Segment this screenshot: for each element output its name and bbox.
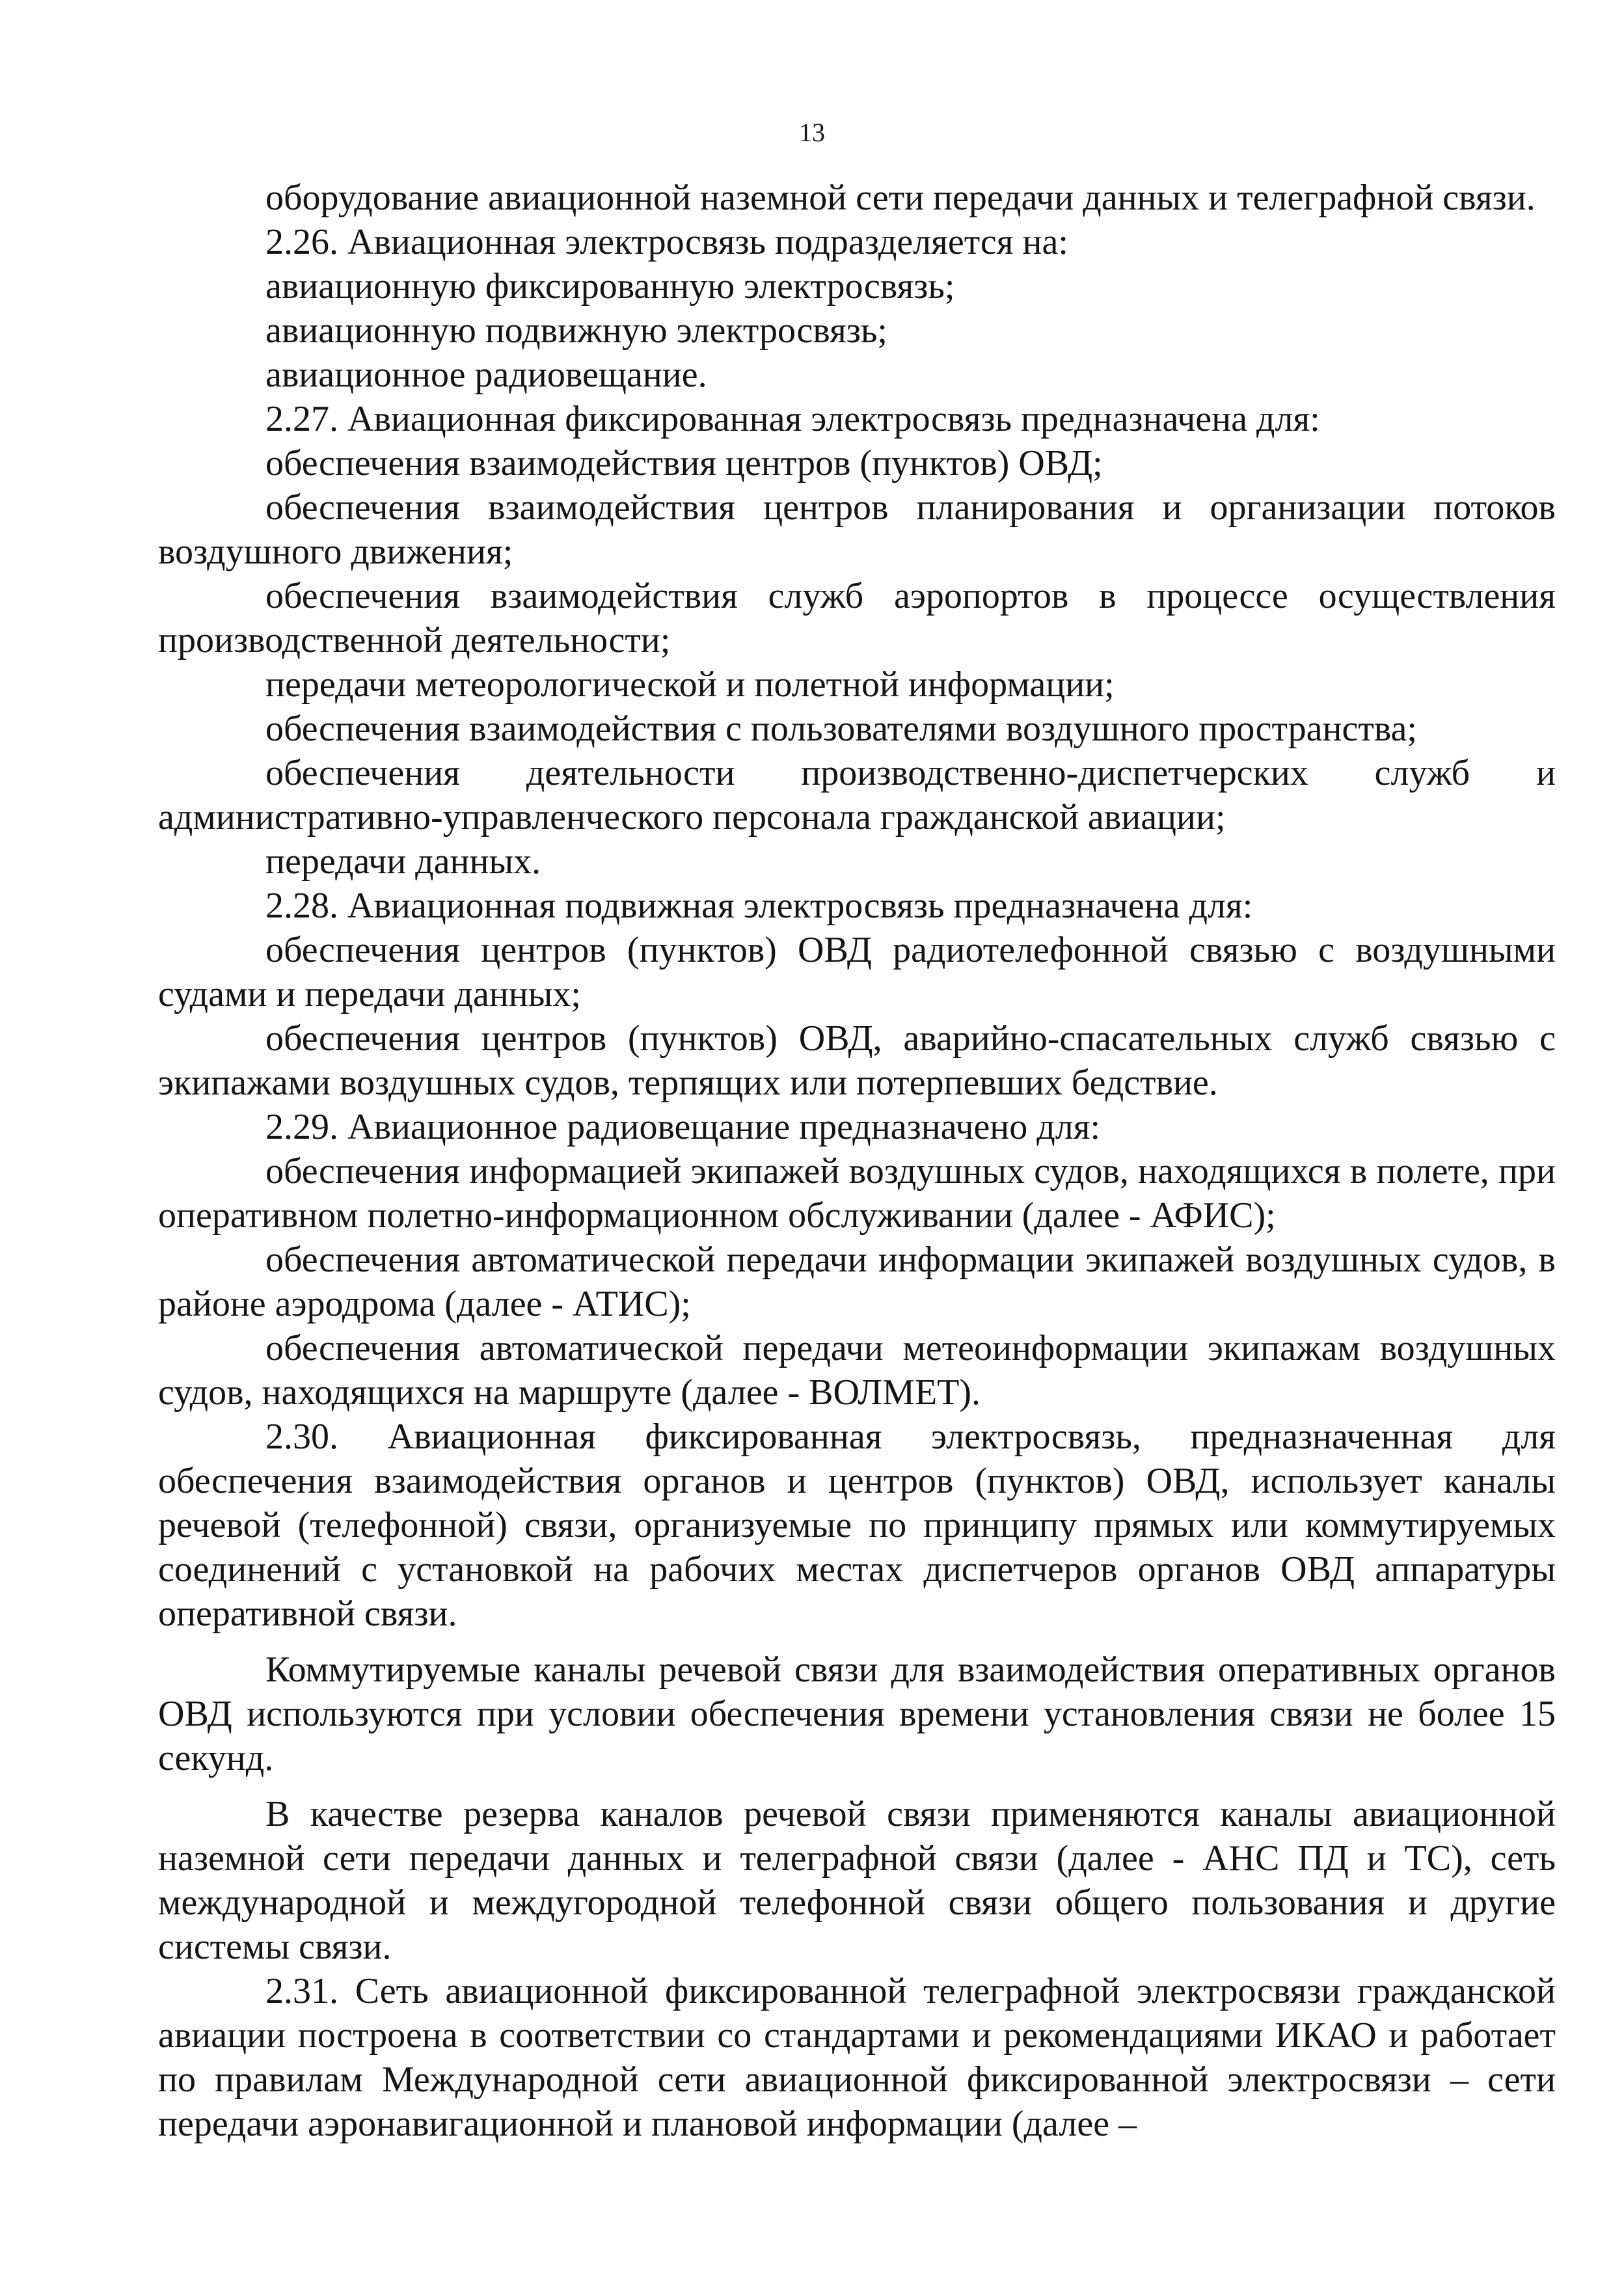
paragraph: 2.26. Авиационная электросвязь подразделяется на: [265, 222, 1068, 262]
paragraph: передачи данных. [265, 841, 541, 882]
paragraph: 2.29. Авиационное радиовещание предназначено для: [265, 1107, 1101, 1147]
page-number: 13 [799, 118, 825, 147]
paragraph: авиационное радиовещание. [265, 355, 707, 395]
paragraph: Коммутируемые каналы речевой связи для взаимодействия оперативных органов ОВД используются при условии обеспечения времени установления связи не более 15 секунд. [158, 1650, 1556, 1778]
paragraph: обеспечения взаимодействия центров (пунктов) ОВД; [265, 443, 1103, 483]
paragraph: передачи метеорологической и полетной информации; [265, 664, 1115, 705]
paragraph: обеспечения информацией экипажей воздушных судов, находящихся в полете, при оперативном полетно-информационном обслуживании (далее - АФИС); [158, 1151, 1556, 1236]
paragraph: обеспечения автоматической передачи информации экипажей воздушных судов, в районе аэродрома (далее - АТИС); [158, 1240, 1556, 1324]
document-body [158, 176, 1556, 2146]
paragraph: 2.28. Авиационная подвижная электросвязь предназначена для: [265, 886, 1253, 926]
paragraph: обеспечения автоматической передачи метеоинформации экипажам воздушных судов, находящихся на маршруте (далее - ВОЛМЕТ). [158, 1328, 1556, 1413]
paragraph: В качестве резерва каналов речевой связи применяются каналы авиационной наземной сети передачи данных и телеграфной связи (далее - АНС ПД и ТС), сеть международной и междугородной телефонной связи общего пользования и другие системы связи. [158, 1794, 1556, 1967]
paragraph: обеспечения взаимодействия с пользователями воздушного пространства; [265, 709, 1417, 749]
paragraph: обеспечения центров (пунктов) ОВД, аварийно-спасательных служб связью с экипажами воздушных судов, терпящих или потерпевших бедствие. [158, 1018, 1556, 1103]
paragraph: обеспечения центров (пунктов) ОВД радиотелефонной связью с воздушными судами и передачи данных; [158, 930, 1556, 1014]
paragraph: оборудование авиационной наземной сети передачи данных и телеграфной связи. [265, 178, 1536, 218]
paragraph: обеспечения деятельности производственно-диспетчерских служб и административно-управленческого персонала гражданской авиации; [158, 753, 1556, 837]
paragraph: 2.27. Авиационная фиксированная электросвязь предназначена для: [265, 399, 1320, 439]
paragraph: обеспечения взаимодействия центров планирования и организации потоков воздушного движения; [158, 487, 1556, 572]
paragraph: обеспечения взаимодействия служб аэропортов в процессе осуществления производственной деятельности; [158, 576, 1556, 660]
paragraph: 2.31. Сеть авиационной фиксированной телеграфной электросвязи гражданской авиации построена в соответствии со стандартами и рекомендациями ИКАО и работает по правилам Международной сети авиационной фиксированной электросвязи – сети передачи аэронавигационной и плановой информации (далее – [158, 1971, 1556, 2144]
paragraph: авиационную подвижную электросвязь; [265, 310, 887, 351]
paragraph: 2.30. Авиационная фиксированная электросвязь, предназначенная для обеспечения взаимодействия органов и центров (пунктов) ОВД, использует каналы речевой (телефонной) связи, организуемые по принципу прямых или коммутируемых соединений с установкой на рабочих местах диспетчеров органов ОВД аппаратуры оперативной связи. [158, 1417, 1556, 1634]
paragraph: авиационную фиксированную электросвязь; [265, 266, 955, 306]
